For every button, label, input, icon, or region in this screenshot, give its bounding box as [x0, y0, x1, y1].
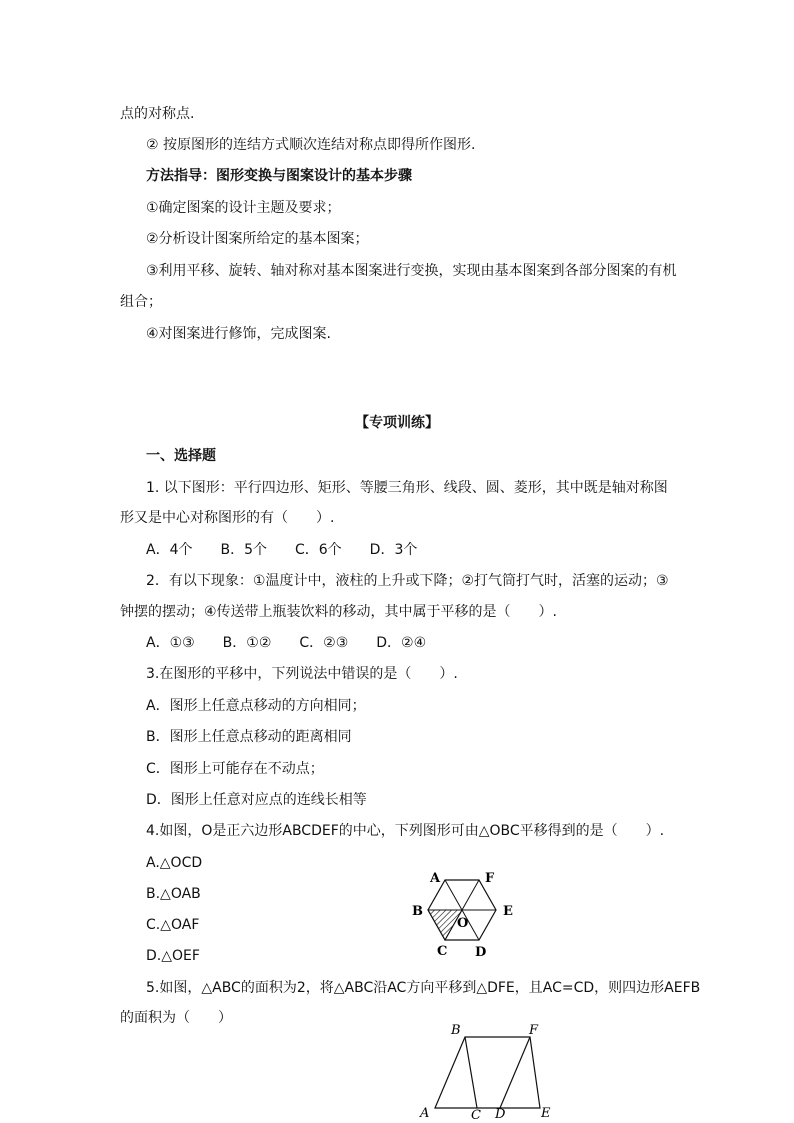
translation-figure [415, 1020, 565, 1123]
label-c: C [437, 944, 448, 959]
label-d: D [495, 1107, 506, 1122]
q4-option-d: D.△OEF [146, 948, 200, 964]
intro-line-1: 点的对称点. [120, 106, 195, 122]
q3-option-c: C．图形上可能存在不动点； [146, 761, 324, 777]
label-a: A [430, 871, 441, 886]
q1-line-1: 1. 以下图形：平行四边形、矩形、等腰三角形、线段、圆、菱形，其中既是轴对称图 [146, 480, 668, 496]
q1-options: A．4个 B．5个 C．6个 D．3个 [146, 542, 418, 558]
label-e: E [503, 904, 513, 919]
hexagon-figure [400, 865, 530, 965]
label-d: D [475, 945, 487, 960]
method-step-2: ②分析设计图案所给定的基本图案； [146, 231, 369, 247]
q4-stem: 4.如图，O是正六边形ABCDEF的中心，下列图形可由△OBC平移得到的是（ ）. [146, 823, 665, 839]
intro-line-2: ② 按原图形的连结方式顺次连结对称点即得所作图形. [146, 137, 476, 153]
q4-option-a: A.△OCD [146, 855, 203, 871]
label-f: F [485, 871, 495, 886]
quadrilateral-aefb [435, 1037, 540, 1108]
label-b: B [412, 904, 423, 919]
label-a: A [420, 1106, 430, 1121]
method-step-1: ①确定图案的设计主题及要求； [146, 200, 341, 216]
q1-line-2: 形又是中心对称图形的有（ ）. [120, 510, 335, 526]
section-title: 【专项训练】 [355, 415, 439, 431]
q4-option-b: B.△OAB [146, 886, 201, 902]
q3-option-b: B．图形上任意点移动的距离相同 [146, 729, 352, 745]
q3-option-d: D．图形上任意对应点的连线长相等 [146, 792, 367, 808]
method-heading: 方法指导：图形变换与图案设计的基本步骤 [146, 168, 412, 184]
q2-options: A．①③ B．①② C．②③ D．②④ [146, 635, 427, 651]
question-type-heading: 一、选择题 [146, 448, 216, 464]
label-c: C [471, 1108, 481, 1123]
q2-line-2: 钟摆的摆动；④传送带上瓶装饮料的移动，其中属于平移的是（ ）. [120, 604, 557, 620]
method-step-3-line-2: 组合； [120, 294, 162, 310]
label-e: E [541, 1106, 551, 1121]
q4-option-c: C.△OAF [146, 917, 200, 933]
label-b: B [451, 1023, 461, 1038]
segment-bc [465, 1037, 477, 1108]
label-f: F [529, 1023, 539, 1038]
q3-stem: 3.在图形的平移中，下列说法中错误的是（ ）. [146, 666, 458, 682]
method-step-3-line-1: ③利用平移、旋转、轴对称对基本图案进行变换，实现由基本图案到各部分图案的有机 [146, 263, 677, 279]
method-step-4: ④对图案进行修饰，完成图案. [146, 326, 332, 342]
q5-line-1: 5.如图，△ABC的面积为2，将△ABC沿AC方向平移到△DFE，且AC=CD，则四边形AEFB [146, 980, 701, 996]
q2-line-1: 2．有以下现象：①温度计中，液柱的上升或下降；②打气筒打气时，活塞的运动；③ [146, 573, 669, 589]
segment-fd [500, 1037, 530, 1108]
label-o: O [457, 916, 469, 931]
q3-option-a: A．图形上任意点移动的方向相同； [146, 698, 366, 714]
q5-line-2: 的面积为（ ） [120, 1010, 232, 1026]
